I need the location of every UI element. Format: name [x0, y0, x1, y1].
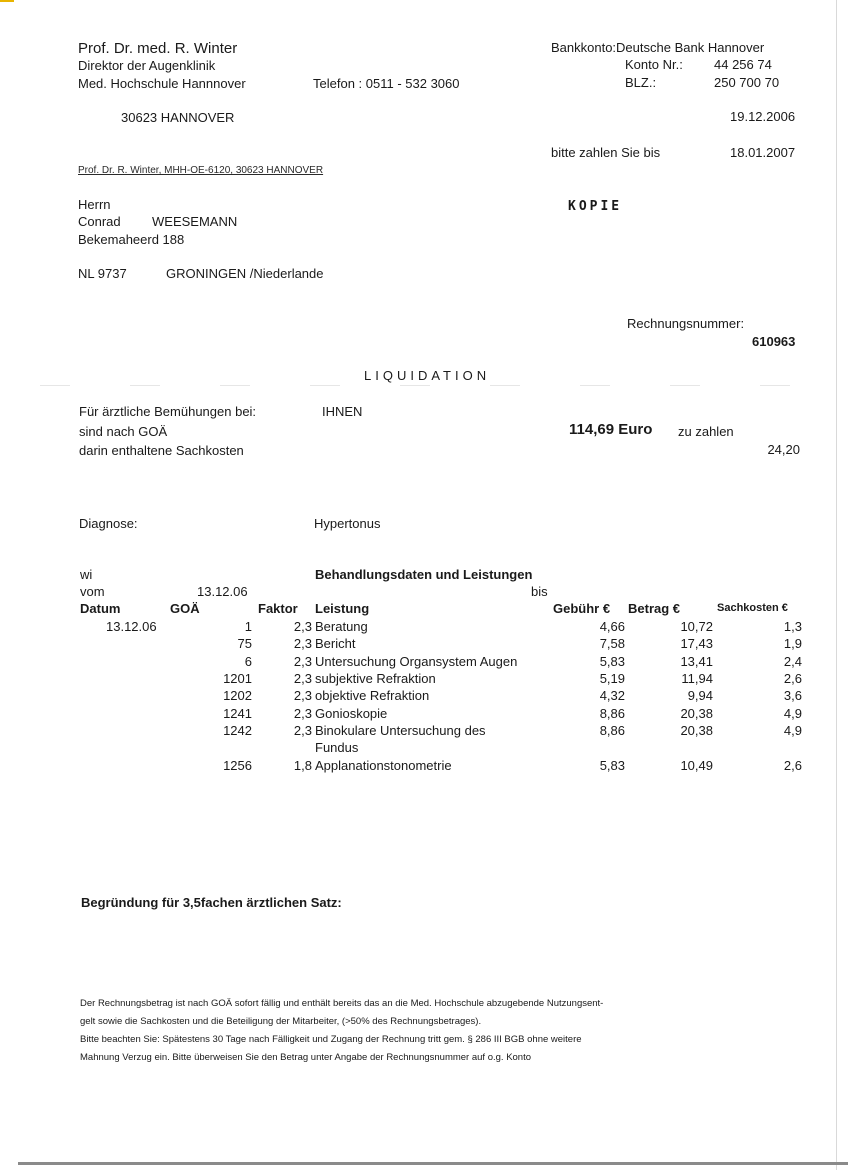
- row-leistung: subjektive Refraktion: [315, 671, 436, 686]
- row-leistung: Bericht: [315, 636, 356, 651]
- recipient-salutation: Herrn: [78, 197, 111, 212]
- row-faktor: 2,3: [293, 706, 312, 721]
- row-betrag: 13,41: [680, 654, 713, 669]
- row-faktor: 1,8: [293, 758, 312, 773]
- summary-line3-label: darin enthaltene Sachkosten: [79, 443, 244, 458]
- treatment-code: wi: [80, 567, 93, 582]
- diagnose-label: Diagnose:: [79, 516, 138, 531]
- row-sachkosten: 2,6: [783, 758, 802, 773]
- row-faktor: 2,3: [293, 654, 312, 669]
- row-goa: 75: [237, 636, 252, 651]
- total-amount: 114,69 Euro: [569, 421, 653, 438]
- footer-line-2: gelt sowie die Sachkosten und die Beteiligung der Mitarbeiter, (>50% des Rechnungsbetrages).: [80, 1016, 482, 1027]
- bank-label: Bankkonto:: [551, 40, 617, 55]
- row-betrag: 11,94: [681, 671, 713, 686]
- vom-label: vom: [80, 584, 105, 599]
- row-sachkosten: 4,9: [783, 723, 802, 738]
- sender-city: 30623 HANNOVER: [121, 110, 235, 125]
- bank-name: Deutsche Bank Hannover: [616, 40, 765, 55]
- row-betrag: 20,38: [680, 706, 713, 721]
- begruendung-heading: Begründung für 3,5fachen ärztlichen Satz:: [81, 895, 342, 910]
- row-goa: 6: [244, 654, 252, 669]
- row-gebuehr: 4,32: [599, 688, 625, 703]
- row-goa: 1242: [223, 723, 252, 738]
- footer-line-1: Der Rechnungsbetrag ist nach GOÄ sofort fällig und enthält bereits das an die Med. Hochschule abzugebende Nutzungsent-: [80, 998, 604, 1009]
- row-leistung: Gonioskopie: [315, 706, 388, 721]
- row-faktor: 2,3: [293, 723, 312, 738]
- row-goa: 1: [244, 619, 252, 634]
- row-goa: 1241: [223, 706, 252, 721]
- row-gebuehr: 5,83: [599, 654, 625, 669]
- return-address: Prof. Dr. R. Winter, MHH-OE-6120, 30623 HANNOVER: [78, 165, 324, 176]
- row-leistung-continued: Fundus: [315, 740, 359, 755]
- row-leistung: Beratung: [315, 619, 368, 634]
- vom-date: 13.12.06: [197, 584, 248, 599]
- due-label: bitte zahlen Sie bis: [551, 145, 661, 160]
- invoice-date: 19.12.2006: [730, 109, 796, 124]
- row-datum: 13.12.06: [106, 619, 157, 634]
- recipient-first-name: Conrad: [78, 214, 121, 229]
- scan-artifact-line: [40, 385, 800, 386]
- blz-label: BLZ.:: [625, 75, 657, 90]
- row-faktor: 2,3: [293, 619, 312, 634]
- footer-line-4: Mahnung Verzug ein. Bitte überweisen Sie den Betrag unter Angabe der Rechnungsnummer auf o.g. Konto: [80, 1052, 532, 1063]
- col-header-goa: GOÄ: [170, 601, 200, 616]
- row-leistung: Untersuchung Organsystem Augen: [315, 654, 518, 669]
- row-betrag: 10,72: [680, 619, 713, 634]
- summary-line1-label: Für ärztliche Bemühungen bei:: [79, 404, 257, 419]
- summary-line2-label: sind nach GOÄ: [79, 424, 168, 439]
- sender-telefon: Telefon : 0511 - 532 3060: [313, 76, 460, 91]
- bis-label: bis: [531, 584, 548, 599]
- treatment-heading: Behandlungsdaten und Leistungen: [315, 567, 533, 582]
- row-leistung: Binokulare Untersuchung des: [315, 723, 486, 738]
- row-betrag: 20,38: [680, 723, 713, 738]
- total-amount-suffix: zu zahlen: [678, 424, 734, 439]
- recipient-street: Bekemaheerd 188: [78, 232, 185, 247]
- due-date: 18.01.2007: [730, 145, 796, 160]
- sender-name: Prof. Dr. med. R. Winter: [78, 40, 238, 57]
- row-goa: 1201: [223, 671, 252, 686]
- invoice-number: 610963: [752, 334, 796, 349]
- col-header-betrag: Betrag €: [628, 601, 681, 616]
- scan-corner-mark: [0, 0, 14, 2]
- row-betrag: 17,43: [680, 636, 713, 651]
- row-betrag: 9,94: [687, 688, 713, 703]
- row-sachkosten: 1,3: [783, 619, 802, 634]
- row-leistung: Applanationstonometrie: [315, 758, 452, 773]
- kopie-stamp: KOPIE: [568, 199, 623, 214]
- col-header-gebuehr: Gebühr €: [553, 601, 611, 616]
- row-goa: 1202: [223, 688, 252, 703]
- row-faktor: 2,3: [293, 688, 312, 703]
- document-title: LIQUIDATION: [364, 368, 491, 383]
- summary-line1-value: IHNEN: [322, 404, 363, 419]
- sender-institution: Med. Hochschule Hannnover: [78, 76, 246, 91]
- row-sachkosten: 2,6: [783, 671, 802, 686]
- row-sachkosten: 3,6: [783, 688, 802, 703]
- footer-line-3: Bitte beachten Sie: Spätestens 30 Tage nach Fälligkeit und Zugang der Rechnung tritt gem. § 286 III BGB ohne weitere: [80, 1034, 582, 1045]
- row-gebuehr: 8,86: [599, 723, 625, 738]
- row-faktor: 2,3: [293, 636, 312, 651]
- row-gebuehr: 5,19: [599, 671, 625, 686]
- blz-number: 250 700 70: [714, 75, 780, 90]
- col-header-leistung: Leistung: [315, 601, 370, 616]
- sachkosten-total: 24,20: [767, 442, 800, 457]
- row-gebuehr: 5,83: [599, 758, 625, 773]
- row-gebuehr: 4,66: [599, 619, 625, 634]
- row-sachkosten: 4,9: [783, 706, 802, 721]
- diagnose-value: Hypertonus: [314, 516, 381, 531]
- page-bottom-line: [18, 1162, 848, 1165]
- row-leistung: objektive Refraktion: [315, 688, 430, 703]
- bank-label-name: [551, 40, 764, 55]
- col-header-faktor: Faktor: [258, 601, 298, 616]
- row-sachkosten: 2,4: [783, 654, 802, 669]
- konto-number: 44 256 74: [714, 57, 772, 72]
- row-gebuehr: 8,86: [599, 706, 625, 721]
- recipient-postcode: NL 9737: [78, 266, 127, 281]
- sender-role: Direktor der Augenklinik: [78, 58, 216, 73]
- recipient-city: GRONINGEN /Niederlande: [166, 266, 324, 281]
- page-edge-line: [836, 0, 837, 1170]
- row-gebuehr: 7,58: [599, 636, 625, 651]
- row-faktor: 2,3: [293, 671, 312, 686]
- konto-label: Konto Nr.:: [625, 57, 683, 72]
- row-betrag: 10,49: [680, 758, 713, 773]
- col-header-datum: Datum: [80, 601, 121, 616]
- invoice-number-label: Rechnungsnummer:: [627, 316, 745, 331]
- row-goa: 1256: [223, 758, 252, 773]
- recipient-last-name: WEESEMANN: [152, 214, 238, 229]
- col-header-sachkosten: Sachkosten €: [717, 602, 788, 614]
- row-sachkosten: 1,9: [783, 636, 802, 651]
